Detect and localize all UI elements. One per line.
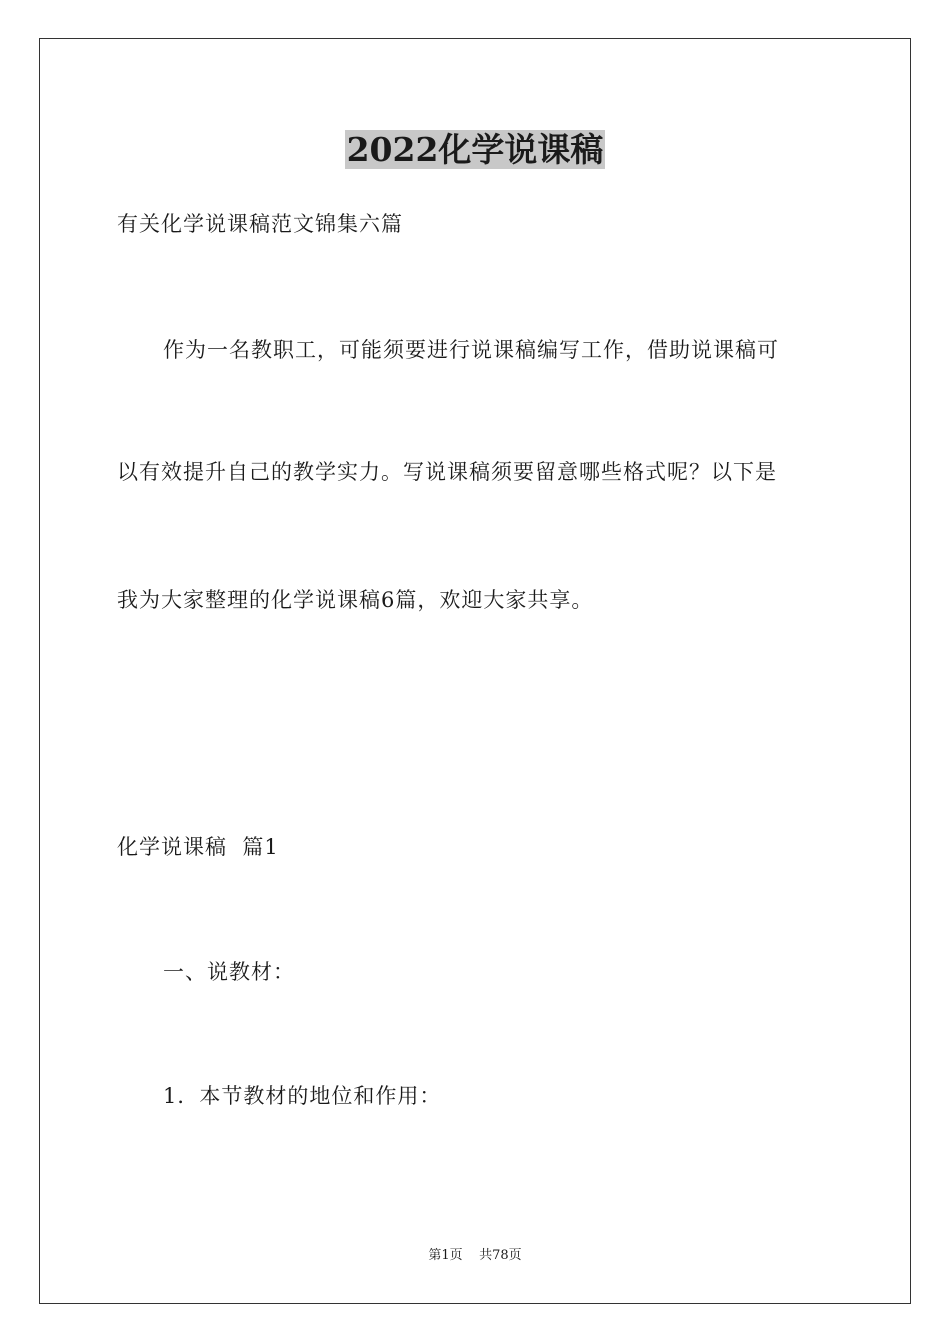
intro-line-2: 以有效提升自己的教学实力。写说课稿须要留意哪些格式呢？以下是 (117, 460, 777, 484)
outline-item-2: 1．本节教材的地位和作用： (163, 1084, 442, 1108)
page-number-footer: 第1页 共78页 (428, 1248, 522, 1263)
section-heading: 化学说课稿 篇1 (117, 835, 279, 859)
document-title-text: 2022化学说课稿 (346, 130, 604, 169)
intro-line-1: 作为一名教职工，可能须要进行说课稿编写工作，借助说课稿可 (163, 338, 779, 362)
outline-item-1: 一、说教材： (163, 960, 295, 984)
document-subtitle: 有关化学说课稿范文锦集六篇 (117, 212, 403, 236)
document-title (0, 128, 950, 172)
intro-line-3: 我为大家整理的化学说课稿6篇，欢迎大家共享。 (117, 588, 594, 612)
